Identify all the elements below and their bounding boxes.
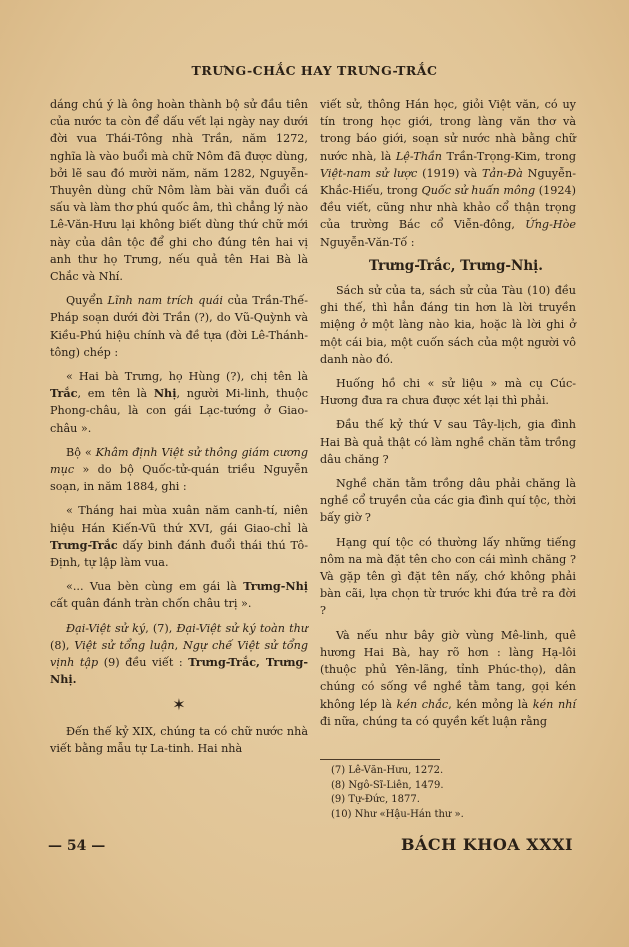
paragraph: Huống hồ chi « sử liệu » mà cụ Cúc-Hương đưa ra chưa được xét lại thì phải.: [320, 377, 576, 408]
paragraph: Sách sử của ta, sách sử của Tàu (10) đều ghi thế, thì hẳn đáng tin hơn là lời truyền miệng ở một làng nào kia, hoặc là lời ghi ở một cái bia, một cuốn sách của một người vô danh nào đó.: [320, 284, 576, 366]
footnote: (8) Ngô-Sĩ-Liên, 1479.: [331, 779, 444, 791]
page-number: — 54 —: [48, 838, 106, 854]
footnote: (7) Lê-Văn-Hưu, 1272.: [331, 765, 444, 776]
paragraph: Đầu thế kỷ thứ V sau Tây-lịch, gia đình Hai Bà quả thật có làm nghề chăn tằm trồng dâu chăng ?: [320, 418, 576, 466]
footnote: (9) Tự-Đức, 1877.: [331, 794, 420, 806]
left-column: [50, 96, 308, 764]
footnotes: [331, 764, 571, 822]
section-heading: Trưng-Trắc, Trưng-Nhị.: [369, 257, 543, 274]
right-column: [320, 96, 576, 737]
paragraph: viết sử, thông Hán học, giỏi Việt văn, có uy tín trong học giới, trong làng văn thơ và trong báo giới, soạn sử nước nhà bằng chữ nước nhà, là Lệ-Thần Trần-Trọng-Kim, trong Việt-nam sử lược (1919) và Tản-Đà Nguyễn-Khắc-Hiếu, trong Quốc sử huấn mông (1924) đều viết, cũng như nhà khảo cổ thận trọng của trường Bác cổ Viễn-đông, Ứng-Hòe Nguyễn-Văn-Tố :: [320, 98, 577, 249]
paragraph: dáng chú ý là ông hoàn thành bộ sử đầu tiên của nước ta còn để dấu vết lại ngày nay dưới đời vua Thái-Tông nhà Trần, năm 1272, nghĩa là vào buổi mà chữ Nôm đã được dùng, bởi lẽ sau đó mười năm, năm 1282, Nguyễn-Thuyên dùng chữ Nôm làm bài văn đuổi cá sấu và làm thơ phú quốc âm, thì chẳng lý nào Lê-Văn-Hưu lại không biết dùng thứ chữ mới này của dân tộc để ghi cho đúng tên hai vị anh thư họ Trưng, nếu quả tên Hai Bà là Chắc và Nhí.: [50, 98, 308, 284]
running-title: TRƯNG-CHẮC HAY TRƯNG-TRẮC: [191, 63, 438, 78]
section-divider-star: ✶: [172, 694, 186, 714]
quote-paragraph: « Tháng hai mùa xuân năm canh-tí, niên hiệu Hán Kiến-Vũ thứ XVI, gái Giao-chỉ là Trưng-Trắc dấy binh đánh đuổi thái thú Tô-Định, tự lập làm vua.: [50, 504, 308, 570]
paragraph: Quyển Lĩnh nam trích quái của Trần-Thế-Pháp soạn dưới đời Trần (?), do Vũ-Quỳnh và Kiều-Phú hiệu chính và đề tựa (đời Lê-Thánh-tông) chép :: [50, 294, 309, 359]
quote-paragraph: « Hai bà Trưng, họ Hùng (?), chị tên là Trắc, em tên là Nhị, người Mi-linh, thuộc Phong-châu, là con gái Lạc-tướng ở Giao-châu ».: [50, 370, 308, 435]
paragraph: Đại-Việt sử ký, (7), Đại-Việt sử ký toàn thư (8), Việt sử tổng luận, Ngự chế Việt sử tổng vịnh tập (9) đều viết : Trưng-Trắc, Trưng-Nhị.: [50, 621, 309, 687]
paragraph: Hạng quí tộc có thường lấy những tiếng nôm na mà đặt tên cho con cái mình chăng ? Và gặp tên gì đặt tên nấy, chớ không phải bàn cãi, lựa chọn từ trước khi đứa trẻ ra đời ?: [320, 535, 576, 618]
paragraph: Đến thế kỷ XIX, chúng ta có chữ nước nhà viết bằng mẫu tự La-tinh. Hai nhà: [50, 724, 308, 755]
paragraph: Bộ « Khâm định Việt sử thông giám cương mục » do bộ Quốc-tử-quán triều Nguyễn soạn, in năm 1884, ghi :: [50, 445, 308, 494]
quote-paragraph: «... Vua bèn cùng em gái là Trưng-Nhị cất quân đánh tràn chốn châu trị ».: [50, 579, 308, 611]
paragraph: Và nếu như bây giờ vùng Mê-linh, quê hương Hai Bà, hay rõ hơn : làng Hạ-lôi (thuộc phủ Yên-lãng, tỉnh Phúc-thọ), dân chúng có sống về nghề tằm tang, gọi kén không lép là kén chắc, kén mỏng là kén nhí đi nữa, chúng ta có quyền kết luận rằng: [320, 628, 576, 728]
footnote: (10) Như «Hậu-Hán thư ».: [331, 808, 464, 820]
publication-name: BÁCH KHOA XXXI: [400, 835, 573, 854]
footnote-divider: [320, 759, 440, 760]
paragraph: Nghề chăn tằm trồng dâu phải chăng là nghề cổ truyền của các gia đình quí tộc, thời bấy giờ ?: [320, 477, 576, 525]
